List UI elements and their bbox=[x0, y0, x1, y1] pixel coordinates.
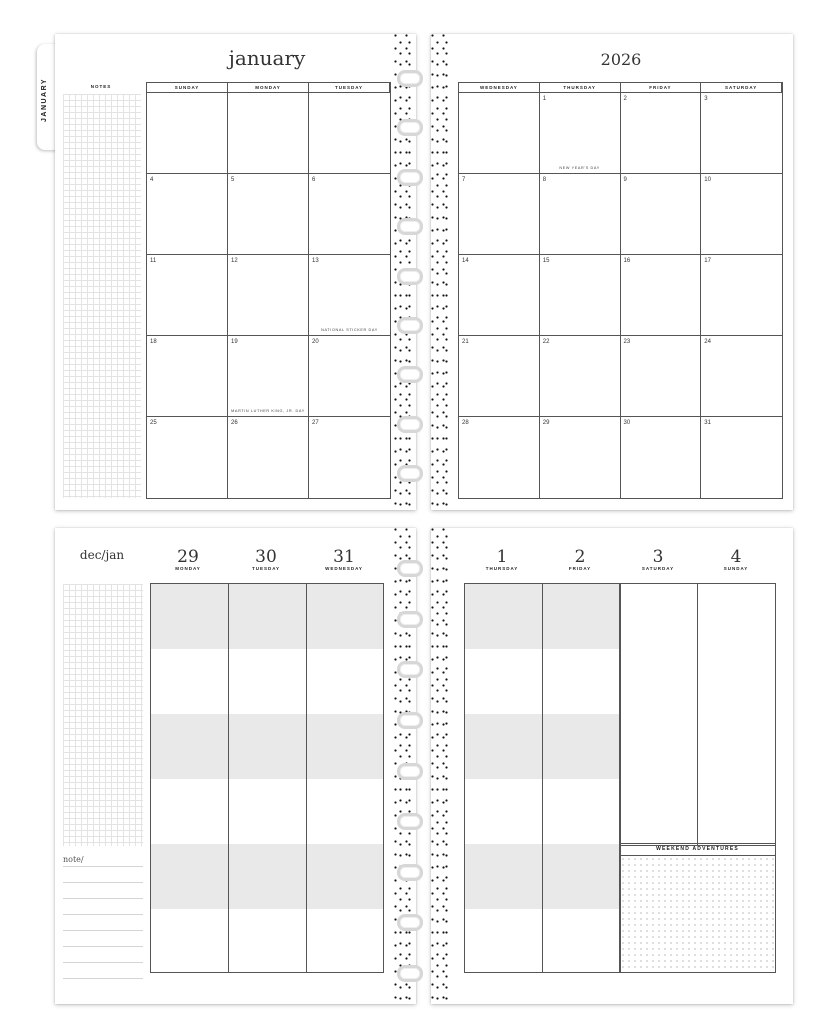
day-number: 1 bbox=[542, 96, 547, 102]
calendar-day-cell[interactable] bbox=[459, 93, 540, 174]
calendar-day-cell[interactable] bbox=[621, 93, 702, 174]
binder-ring bbox=[397, 813, 423, 830]
calendar-day-cell[interactable] bbox=[459, 255, 540, 336]
binder-ring bbox=[397, 965, 423, 982]
month-grid-right bbox=[458, 82, 783, 499]
day-number: 3 bbox=[704, 96, 708, 102]
holiday-label: MARTIN LUTHER KING, JR. DAY bbox=[231, 409, 305, 413]
calendar-day-cell[interactable] bbox=[701, 417, 782, 498]
column-divider bbox=[697, 584, 698, 845]
day-number: 15 bbox=[542, 258, 550, 264]
day-number: 17 bbox=[704, 258, 711, 264]
month-title: january bbox=[228, 46, 306, 70]
calendar-day-cell[interactable] bbox=[459, 174, 540, 255]
day-number: 14 bbox=[462, 258, 469, 264]
day-number: 16 bbox=[623, 258, 631, 264]
day-date: 3 bbox=[652, 547, 664, 567]
day-date: 30 bbox=[255, 547, 277, 567]
weekday-columns[interactable] bbox=[150, 583, 384, 973]
note-line bbox=[63, 930, 143, 931]
day-weekday: SATURDAY bbox=[641, 566, 675, 571]
day-number: 11 bbox=[150, 258, 157, 264]
calendar-day-cell[interactable] bbox=[309, 417, 390, 498]
calendar-day-cell[interactable] bbox=[540, 336, 621, 417]
weekend-dot-grid bbox=[620, 856, 775, 972]
month-tab-label: JANUARY bbox=[41, 77, 48, 122]
binder-ring bbox=[397, 864, 423, 881]
calendar-day-cell[interactable] bbox=[228, 93, 309, 174]
weekly-right-page bbox=[431, 528, 793, 1004]
binder-ring bbox=[397, 70, 423, 87]
note-line bbox=[63, 914, 143, 915]
weekday-header: FRIDAY bbox=[621, 83, 702, 93]
binder-ring bbox=[397, 268, 423, 285]
day-header bbox=[305, 548, 383, 571]
day-number: 10 bbox=[704, 177, 711, 183]
column-divider bbox=[542, 584, 543, 972]
day-number: 23 bbox=[623, 339, 631, 345]
calendar-day-cell[interactable] bbox=[147, 417, 228, 498]
calendar-day-cell[interactable] bbox=[147, 336, 228, 417]
calendar-day-cell[interactable] bbox=[309, 255, 390, 336]
day-weekday: THURSDAY bbox=[485, 566, 519, 571]
binder-ring bbox=[397, 119, 423, 136]
monthly-left-page bbox=[55, 34, 416, 510]
calendar-day-cell[interactable] bbox=[459, 336, 540, 417]
binder-ring bbox=[397, 416, 423, 433]
monthly-right-page bbox=[431, 34, 793, 510]
day-number: 18 bbox=[150, 339, 157, 345]
day-weekday: MONDAY bbox=[175, 566, 201, 571]
weekday-columns[interactable] bbox=[464, 583, 621, 973]
weekly-left-page bbox=[55, 528, 416, 1004]
dot-pattern-strip bbox=[431, 528, 453, 1004]
calendar-day-cell[interactable] bbox=[621, 255, 702, 336]
calendar-day-cell[interactable] bbox=[540, 93, 621, 174]
day-number: 27 bbox=[312, 420, 319, 426]
binder-ring bbox=[397, 560, 423, 577]
binder-ring bbox=[397, 465, 423, 482]
calendar-day-cell[interactable] bbox=[228, 174, 309, 255]
calendar-day-cell[interactable] bbox=[540, 255, 621, 336]
day-number: 26 bbox=[231, 420, 238, 426]
day-number: 30 bbox=[623, 420, 631, 426]
calendar-day-cell[interactable] bbox=[701, 336, 782, 417]
calendar-day-cell[interactable] bbox=[540, 417, 621, 498]
weekend-adventures-box bbox=[619, 843, 776, 973]
notes-label: NOTES bbox=[90, 84, 112, 89]
day-number: 12 bbox=[231, 258, 238, 264]
shaded-band bbox=[151, 714, 383, 779]
binder-ring bbox=[397, 914, 423, 931]
day-header bbox=[227, 548, 305, 571]
note-label: note/ bbox=[63, 855, 84, 864]
binder-ring bbox=[397, 366, 423, 383]
day-number: 6 bbox=[312, 177, 316, 183]
note-line bbox=[63, 866, 143, 867]
dot-pattern-strip bbox=[431, 34, 453, 510]
month-grid-left bbox=[146, 82, 391, 499]
note-line bbox=[63, 946, 143, 947]
note-line bbox=[63, 882, 143, 883]
day-number: 22 bbox=[542, 339, 550, 345]
note-line bbox=[63, 978, 143, 979]
weekday-header: SUNDAY bbox=[147, 83, 228, 93]
weekday-header: TUESDAY bbox=[309, 83, 390, 93]
day-date: 1 bbox=[496, 547, 508, 567]
weekday-header: THURSDAY bbox=[540, 83, 621, 93]
day-date: 31 bbox=[333, 547, 355, 567]
week-notes-grid bbox=[63, 584, 143, 846]
binder-ring bbox=[397, 611, 423, 628]
note-line bbox=[63, 962, 143, 963]
binder-ring bbox=[397, 763, 423, 780]
binder-ring bbox=[397, 317, 423, 334]
day-number: 13 bbox=[312, 258, 319, 264]
shaded-band bbox=[151, 844, 383, 909]
day-weekday: TUESDAY bbox=[251, 566, 281, 571]
weekday-header: WEDNESDAY bbox=[459, 83, 540, 93]
calendar-day-cell[interactable] bbox=[309, 336, 390, 417]
weekday-header: SATURDAY bbox=[701, 83, 782, 93]
calendar-day-cell[interactable] bbox=[309, 93, 390, 174]
binder-ring bbox=[397, 712, 423, 729]
day-number: 28 bbox=[462, 420, 469, 426]
shaded-band bbox=[151, 584, 383, 649]
day-number: 8 bbox=[542, 177, 547, 183]
weekday-header: MONDAY bbox=[228, 83, 309, 93]
column-divider bbox=[228, 584, 229, 972]
day-number: 19 bbox=[231, 339, 238, 345]
day-number: 31 bbox=[704, 420, 711, 426]
day-header bbox=[541, 548, 619, 571]
calendar-day-cell[interactable] bbox=[228, 417, 309, 498]
day-date: 29 bbox=[177, 547, 199, 567]
binder-ring bbox=[397, 218, 423, 235]
note-line bbox=[63, 898, 143, 899]
day-number: 25 bbox=[150, 420, 157, 426]
calendar-day-cell[interactable] bbox=[147, 174, 228, 255]
day-number: 20 bbox=[312, 339, 319, 345]
calendar-day-cell[interactable] bbox=[228, 336, 309, 417]
calendar-day-cell[interactable] bbox=[621, 174, 702, 255]
holiday-label: NATIONAL STICKER DAY bbox=[321, 328, 378, 332]
day-number: 4 bbox=[150, 177, 154, 183]
column-divider bbox=[306, 584, 307, 972]
calendar-day-cell[interactable] bbox=[621, 417, 702, 498]
day-weekday: SUNDAY bbox=[723, 566, 749, 571]
calendar-day-cell[interactable] bbox=[701, 174, 782, 255]
calendar-day-cell[interactable] bbox=[309, 174, 390, 255]
calendar-day-cell[interactable] bbox=[540, 174, 621, 255]
calendar-day-cell[interactable] bbox=[228, 255, 309, 336]
day-number: 7 bbox=[462, 177, 466, 183]
weekend-adventures-label: WEEKEND ADVENTURES bbox=[620, 844, 775, 856]
day-number: 9 bbox=[623, 177, 627, 183]
binder-ring bbox=[397, 169, 423, 186]
weekend-columns[interactable] bbox=[619, 583, 776, 846]
day-weekday: WEDNESDAY bbox=[325, 566, 363, 571]
calendar-day-cell[interactable] bbox=[147, 93, 228, 174]
notes-grid bbox=[63, 94, 141, 498]
day-number: 5 bbox=[231, 177, 235, 183]
binder-ring bbox=[397, 661, 423, 678]
day-number: 21 bbox=[462, 339, 469, 345]
day-weekday: FRIDAY bbox=[568, 566, 592, 571]
day-header bbox=[149, 548, 227, 571]
calendar-day-cell[interactable] bbox=[147, 255, 228, 336]
day-header bbox=[619, 548, 697, 571]
week-title: dec/jan bbox=[79, 548, 125, 562]
day-number: 2 bbox=[623, 96, 627, 102]
day-date: 2 bbox=[574, 547, 586, 567]
day-number: 29 bbox=[542, 420, 550, 426]
day-date: 4 bbox=[730, 547, 742, 567]
day-header bbox=[697, 548, 775, 571]
calendar-day-cell[interactable] bbox=[701, 255, 782, 336]
day-header bbox=[463, 548, 541, 571]
day-number: 24 bbox=[704, 339, 711, 345]
calendar-day-cell[interactable] bbox=[459, 417, 540, 498]
holiday-label: NEW YEAR'S DAY bbox=[559, 166, 600, 170]
calendar-day-cell[interactable] bbox=[621, 336, 702, 417]
year-title: 2026 bbox=[600, 50, 642, 69]
calendar-day-cell[interactable] bbox=[701, 93, 782, 174]
